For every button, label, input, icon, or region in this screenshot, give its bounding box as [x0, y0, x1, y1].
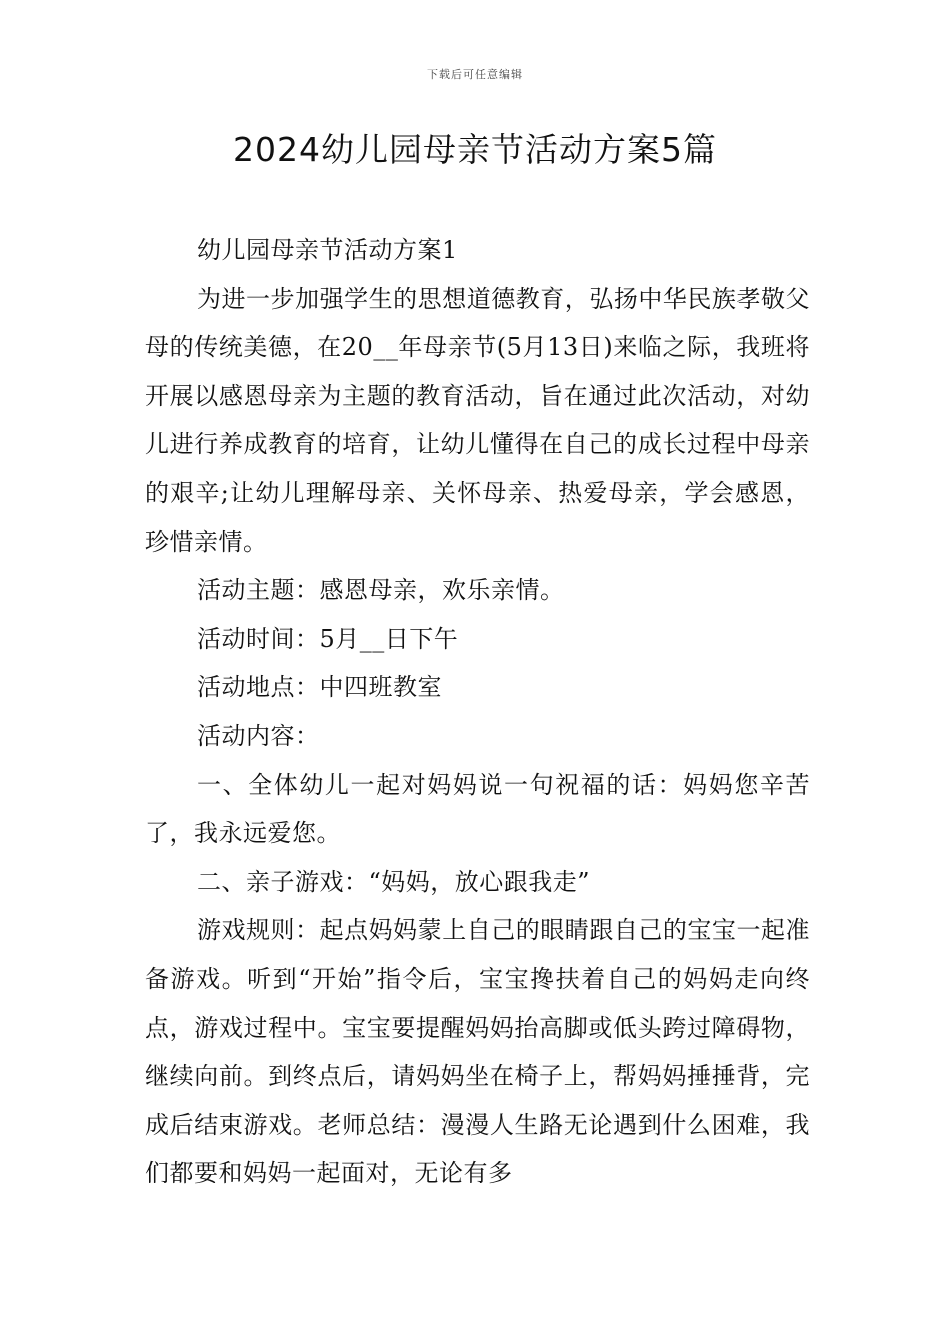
document-body: [145, 226, 810, 1198]
activity-time: 活动时间：5月__日下午: [197, 624, 459, 653]
activity-content-label: 活动内容：: [197, 721, 320, 750]
game-rules-paragraph: 游戏规则：起点妈妈蒙上自己的眼睛跟自己的宝宝一起准备游戏。听到“开始”指令后，宝宝搀扶着自己的妈妈走向终点，游戏过程中。宝宝要提醒妈妈抬高脚或低头跨过障碍物，继续向前。到终点后，请妈妈坐在椅子上，帮妈妈捶捶背，完成后结束游戏。老师总结：漫漫人生路无论遇到什么困难，我们都要和妈妈一起面对，无论有多: [145, 916, 810, 1188]
header-note: 下载后可任意编辑: [427, 68, 523, 81]
section-heading: 幼儿园母亲节活动方案1: [197, 236, 458, 264]
intro-paragraph: 为进一步加强学生的思想道德教育，弘扬中华民族孝敬父母的传统美德，在20__年母亲节(5月13日)来临之际，我班将开展以感恩母亲为主题的教育活动，旨在通过此次活动，对幼儿进行养成教育的培育，让幼儿懂得在自己的成长过程中母亲的艰辛;让幼儿理解母亲、关怀母亲、热爱母亲，学会感恩，珍惜亲情。: [145, 284, 810, 556]
activity-theme: 活动主题：感恩母亲，欢乐亲情。: [197, 576, 565, 605]
activity-location: 活动地点：中四班教室: [197, 673, 442, 702]
content-item-1: 一、全体幼儿一起对妈妈说一句祝福的话：妈妈您辛苦了，我永远爱您。: [145, 770, 810, 848]
content-item-2: 二、亲子游戏：“妈妈，放心跟我走”: [197, 867, 591, 896]
document-title: 2024幼儿园母亲节活动方案5篇: [233, 130, 717, 169]
